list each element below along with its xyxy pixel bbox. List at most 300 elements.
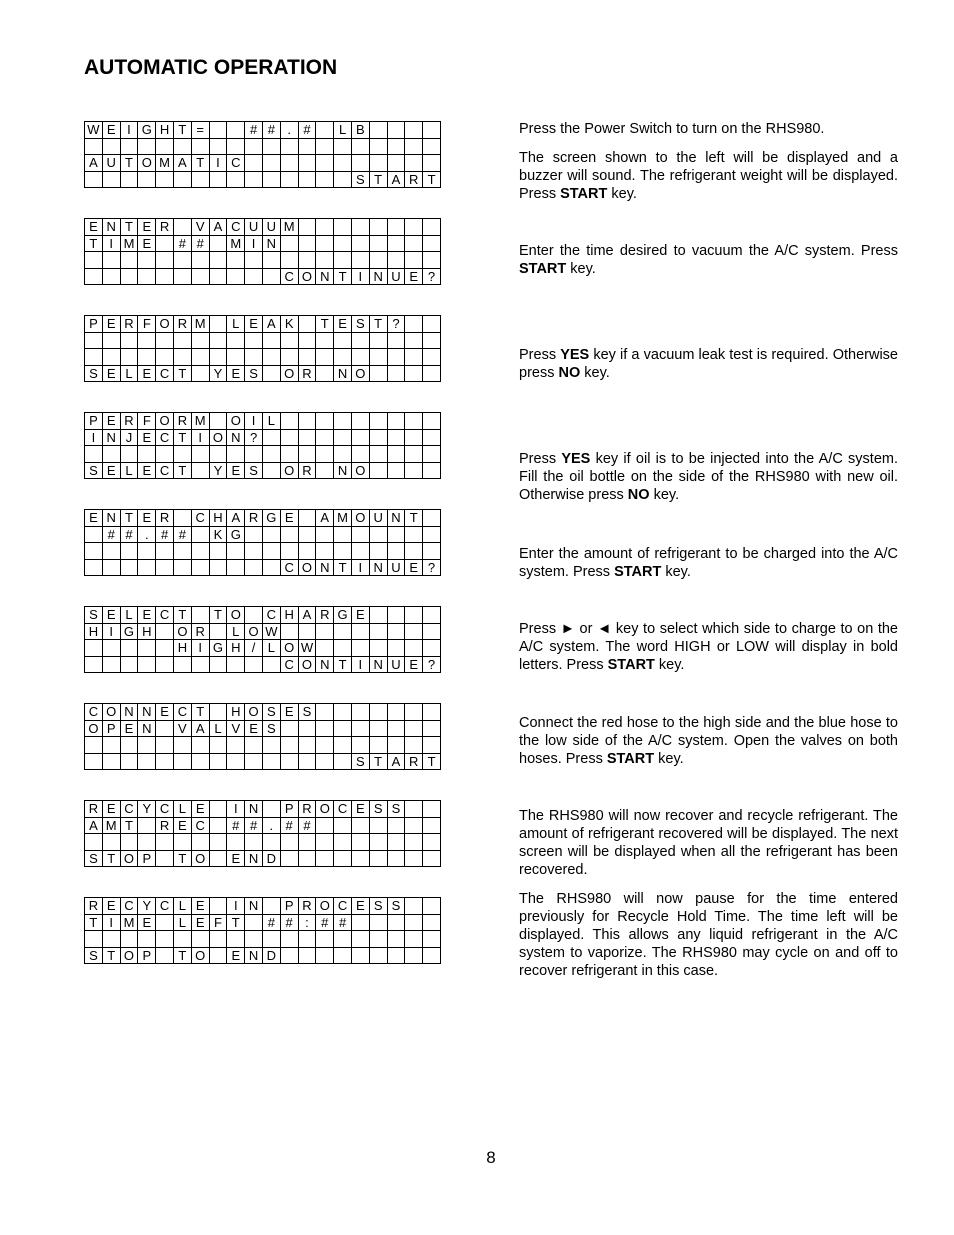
lcd-row — [85, 332, 441, 349]
lcd-cell: O — [227, 413, 245, 430]
lcd-cell — [191, 462, 209, 479]
description-text: key. — [654, 751, 684, 767]
lcd-cell — [120, 931, 138, 948]
lcd-cell — [387, 704, 405, 721]
lcd-cell — [85, 931, 103, 948]
lcd-row — [85, 607, 441, 624]
lcd-cell: I — [191, 640, 209, 657]
lcd-cell: E — [102, 898, 120, 915]
lcd-cell — [245, 446, 263, 463]
lcd-cell: L — [173, 801, 191, 818]
lcd-cell — [138, 446, 156, 463]
lcd-cell — [102, 640, 120, 657]
lcd-cell — [85, 332, 103, 349]
lcd-cell: P — [102, 720, 120, 737]
description-text: Enter the amount of refrigerant to be charged into the A/C system. Press — [519, 546, 898, 580]
lcd-cell — [334, 623, 352, 640]
lcd-cell: S — [245, 365, 263, 382]
lcd-cell: E — [280, 510, 298, 527]
lcd-cell — [191, 526, 209, 543]
lcd-cell — [262, 252, 280, 269]
lcd-cell — [138, 559, 156, 576]
lcd-cell — [334, 155, 352, 172]
lcd-cell — [245, 332, 263, 349]
lcd-cell — [334, 817, 352, 834]
lcd-cell — [423, 817, 441, 834]
lcd-cell — [387, 429, 405, 446]
lcd-cell — [262, 559, 280, 576]
lcd-cell — [334, 332, 352, 349]
lcd-cell — [423, 931, 441, 948]
lcd-cell: G — [262, 510, 280, 527]
lcd-cell — [369, 413, 387, 430]
lcd-cell: G — [209, 640, 227, 657]
lcd-cell: R — [245, 510, 263, 527]
lcd-cell — [173, 834, 191, 851]
lcd-cell — [423, 332, 441, 349]
lcd-cell — [369, 640, 387, 657]
description-paragraph — [519, 120, 898, 138]
lcd-cell: W — [262, 623, 280, 640]
lcd-cell: E — [405, 656, 423, 673]
lcd-cell: I — [102, 623, 120, 640]
description-text: key if oil is to be injected into the A/C system. Fill the oil bottle on the side of the RHS980 with new oil. Otherwise press — [519, 451, 898, 503]
lcd-cell — [156, 252, 174, 269]
lcd-cell: U — [387, 656, 405, 673]
lcd-cell: H — [173, 640, 191, 657]
lcd-row — [85, 429, 441, 446]
lcd-cell — [209, 704, 227, 721]
lcd-cell — [280, 947, 298, 964]
lcd-cell — [156, 753, 174, 770]
lcd-cell: R — [85, 898, 103, 915]
lcd-screen — [84, 121, 441, 188]
lcd-cell: A — [209, 219, 227, 236]
lcd-cell: I — [120, 122, 138, 139]
lcd-cell — [209, 834, 227, 851]
lcd-row — [85, 462, 441, 479]
lcd-cell — [369, 138, 387, 155]
lcd-cell: R — [120, 316, 138, 333]
lcd-cell — [316, 429, 334, 446]
lcd-cell — [334, 850, 352, 867]
lcd-cell: # — [245, 817, 263, 834]
lcd-cell: F — [138, 413, 156, 430]
lcd-cell: O — [298, 268, 316, 285]
lcd-cell: E — [405, 559, 423, 576]
lcd-cell — [120, 834, 138, 851]
lcd-cell: ? — [387, 316, 405, 333]
lcd-cell: K — [280, 316, 298, 333]
lcd-cell: O — [102, 704, 120, 721]
lcd-cell — [334, 349, 352, 366]
lcd-cell — [102, 171, 120, 188]
lcd-cell — [156, 171, 174, 188]
lcd-cell — [334, 704, 352, 721]
lcd-cell — [405, 462, 423, 479]
lcd-cell — [245, 914, 263, 931]
lcd-cell — [156, 850, 174, 867]
lcd-cell: O — [156, 413, 174, 430]
lcd-cell — [227, 737, 245, 754]
lcd-cell — [316, 623, 334, 640]
lcd-cell — [262, 753, 280, 770]
lcd-cell: P — [138, 850, 156, 867]
lcd-cell — [405, 640, 423, 657]
lcd-cell: N — [369, 268, 387, 285]
lcd-cell: I — [245, 235, 263, 252]
lcd-cell: D — [262, 850, 280, 867]
lcd-cell: N — [138, 720, 156, 737]
lcd-cell — [351, 704, 369, 721]
lcd-cell — [102, 138, 120, 155]
lcd-cell — [209, 252, 227, 269]
lcd-cell — [387, 834, 405, 851]
lcd-cell: R — [405, 753, 423, 770]
lcd-cell: S — [85, 462, 103, 479]
lcd-cell: T — [120, 510, 138, 527]
lcd-cell — [423, 429, 441, 446]
lcd-cell — [156, 914, 174, 931]
lcd-cell: R — [173, 316, 191, 333]
lcd-cell: T — [85, 914, 103, 931]
lcd-cell — [316, 947, 334, 964]
lcd-cell: C — [191, 510, 209, 527]
lcd-cell — [387, 607, 405, 624]
lcd-cell — [227, 122, 245, 139]
lcd-cell: O — [351, 510, 369, 527]
lcd-cell — [191, 607, 209, 624]
lcd-cell — [191, 559, 209, 576]
lcd-cell — [351, 349, 369, 366]
lcd-cell — [280, 931, 298, 948]
lcd-cell: R — [156, 817, 174, 834]
lcd-cell: C — [280, 268, 298, 285]
step-description — [519, 807, 898, 991]
lcd-cell — [423, 526, 441, 543]
lcd-row — [85, 753, 441, 770]
lcd-cell — [85, 559, 103, 576]
lcd-cell — [120, 640, 138, 657]
lcd-cell: O — [351, 462, 369, 479]
lcd-cell — [85, 640, 103, 657]
key-name: NO — [558, 365, 581, 381]
lcd-cell — [227, 252, 245, 269]
lcd-cell: T — [423, 753, 441, 770]
lcd-cell: I — [245, 413, 263, 430]
lcd-cell: L — [173, 914, 191, 931]
lcd-cell: . — [138, 526, 156, 543]
lcd-cell — [423, 947, 441, 964]
lcd-cell — [102, 332, 120, 349]
lcd-cell: L — [227, 623, 245, 640]
lcd-cell — [369, 122, 387, 139]
lcd-cell — [173, 252, 191, 269]
lcd-cell — [156, 737, 174, 754]
lcd-row — [85, 155, 441, 172]
lcd-cell — [298, 526, 316, 543]
lcd-cell — [298, 429, 316, 446]
lcd-screen — [84, 509, 441, 576]
lcd-cell — [209, 349, 227, 366]
lcd-cell — [245, 737, 263, 754]
lcd-cell — [209, 446, 227, 463]
lcd-cell — [405, 898, 423, 915]
lcd-cell — [405, 349, 423, 366]
lcd-cell: O — [245, 623, 263, 640]
lcd-cell — [280, 834, 298, 851]
lcd-cell: T — [173, 429, 191, 446]
description-text: key. — [580, 365, 610, 381]
lcd-cell — [173, 332, 191, 349]
lcd-cell — [173, 656, 191, 673]
lcd-cell — [209, 316, 227, 333]
lcd-cell: . — [280, 122, 298, 139]
lcd-cell: T — [173, 850, 191, 867]
lcd-cell: Y — [209, 365, 227, 382]
lcd-cell — [316, 720, 334, 737]
lcd-cell: M — [334, 510, 352, 527]
lcd-cell: U — [387, 559, 405, 576]
lcd-cell: S — [298, 704, 316, 721]
lcd-cell: T — [209, 607, 227, 624]
description-text: Press — [519, 451, 562, 467]
lcd-cell: . — [262, 817, 280, 834]
lcd-cell — [298, 235, 316, 252]
lcd-cell — [351, 543, 369, 560]
key-name: START — [607, 657, 655, 673]
lcd-cell — [369, 834, 387, 851]
lcd-cell — [423, 850, 441, 867]
lcd-cell: # — [156, 526, 174, 543]
lcd-cell — [351, 720, 369, 737]
lcd-cell: S — [387, 898, 405, 915]
lcd-cell — [102, 349, 120, 366]
lcd-cell: O — [351, 365, 369, 382]
lcd-cell — [387, 332, 405, 349]
lcd-cell — [369, 332, 387, 349]
lcd-cell: R — [298, 801, 316, 818]
lcd-cell — [369, 252, 387, 269]
lcd-cell — [351, 914, 369, 931]
lcd-cell: O — [227, 607, 245, 624]
lcd-cell — [85, 446, 103, 463]
lcd-cell — [405, 947, 423, 964]
lcd-cell: O — [191, 947, 209, 964]
lcd-cell: C — [334, 898, 352, 915]
description-text: Press — [519, 347, 561, 363]
lcd-cell — [262, 931, 280, 948]
lcd-cell — [316, 737, 334, 754]
lcd-cell: # — [298, 817, 316, 834]
lcd-cell — [280, 753, 298, 770]
lcd-cell — [387, 526, 405, 543]
lcd-cell — [209, 138, 227, 155]
lcd-cell — [120, 171, 138, 188]
lcd-screen — [84, 703, 441, 770]
lcd-cell: A — [227, 510, 245, 527]
lcd-cell — [138, 252, 156, 269]
lcd-row — [85, 349, 441, 366]
lcd-cell — [369, 850, 387, 867]
lcd-cell — [262, 138, 280, 155]
description-text: key. — [654, 657, 685, 673]
lcd-cell — [262, 365, 280, 382]
lcd-cell: Y — [209, 462, 227, 479]
lcd-cell — [156, 543, 174, 560]
step-description — [519, 545, 898, 592]
lcd-cell — [387, 817, 405, 834]
lcd-cell: E — [245, 720, 263, 737]
lcd-cell — [227, 834, 245, 851]
lcd-cell: N — [102, 429, 120, 446]
lcd-cell: I — [227, 801, 245, 818]
lcd-cell: # — [298, 122, 316, 139]
lcd-screen — [84, 218, 441, 285]
lcd-cell — [423, 349, 441, 366]
lcd-cell: A — [387, 753, 405, 770]
lcd-cell — [156, 349, 174, 366]
lcd-cell: E — [138, 429, 156, 446]
lcd-cell: P — [85, 413, 103, 430]
lcd-cell — [191, 737, 209, 754]
lcd-cell — [156, 623, 174, 640]
lcd-cell: H — [227, 640, 245, 657]
lcd-cell — [138, 349, 156, 366]
lcd-cell — [405, 155, 423, 172]
lcd-cell: C — [85, 704, 103, 721]
lcd-cell — [156, 446, 174, 463]
lcd-cell: E — [280, 704, 298, 721]
lcd-cell — [262, 446, 280, 463]
description-text: key if a vacuum leak test is required. Otherwise press — [519, 347, 898, 381]
lcd-cell — [405, 446, 423, 463]
lcd-cell — [227, 138, 245, 155]
lcd-cell — [423, 623, 441, 640]
description-paragraph — [519, 242, 898, 278]
lcd-cell: M — [120, 914, 138, 931]
lcd-cell: T — [173, 947, 191, 964]
step-description — [519, 120, 898, 214]
lcd-cell — [209, 947, 227, 964]
description-text: Connect the red hose to the high side and the blue hose to the low side of the A/C system. Open the valves on both hoses. Press — [519, 715, 898, 767]
lcd-cell — [351, 526, 369, 543]
lcd-cell: K — [209, 526, 227, 543]
lcd-cell — [280, 235, 298, 252]
lcd-cell: E — [138, 914, 156, 931]
lcd-cell — [262, 429, 280, 446]
lcd-cell — [316, 349, 334, 366]
lcd-cell: R — [316, 607, 334, 624]
lcd-cell — [173, 753, 191, 770]
lcd-cell — [405, 316, 423, 333]
lcd-cell — [120, 349, 138, 366]
lcd-cell — [387, 462, 405, 479]
lcd-cell — [227, 332, 245, 349]
lcd-cell — [280, 720, 298, 737]
lcd-cell — [191, 138, 209, 155]
lcd-cell — [191, 753, 209, 770]
step-description — [519, 242, 898, 289]
lcd-cell: # — [173, 235, 191, 252]
lcd-cell — [298, 252, 316, 269]
lcd-cell: E — [351, 898, 369, 915]
lcd-cell — [334, 171, 352, 188]
lcd-cell: C — [120, 898, 138, 915]
lcd-cell — [262, 155, 280, 172]
lcd-cell — [387, 914, 405, 931]
lcd-cell — [102, 268, 120, 285]
lcd-cell: A — [191, 720, 209, 737]
lcd-cell — [245, 268, 263, 285]
lcd-cell — [387, 720, 405, 737]
lcd-cell — [209, 931, 227, 948]
step-description — [519, 620, 898, 685]
lcd-cell — [156, 931, 174, 948]
lcd-cell — [156, 332, 174, 349]
lcd-cell: # — [102, 526, 120, 543]
lcd-cell — [138, 931, 156, 948]
lcd-cell: E — [405, 268, 423, 285]
lcd-cell: N — [316, 656, 334, 673]
lcd-cell — [209, 850, 227, 867]
lcd-screen — [84, 800, 441, 867]
lcd-cell: G — [120, 623, 138, 640]
lcd-cell: T — [120, 219, 138, 236]
lcd-cell — [102, 543, 120, 560]
lcd-cell: B — [351, 122, 369, 139]
lcd-cell — [387, 623, 405, 640]
lcd-cell — [138, 268, 156, 285]
lcd-row — [85, 931, 441, 948]
lcd-cell — [298, 543, 316, 560]
lcd-cell: W — [298, 640, 316, 657]
lcd-cell — [245, 526, 263, 543]
lcd-cell — [245, 607, 263, 624]
lcd-row — [85, 914, 441, 931]
lcd-cell: E — [173, 817, 191, 834]
lcd-cell — [423, 737, 441, 754]
lcd-cell — [423, 365, 441, 382]
lcd-cell: T — [316, 316, 334, 333]
lcd-cell — [156, 947, 174, 964]
lcd-row — [85, 559, 441, 576]
lcd-cell — [387, 850, 405, 867]
lcd-cell — [369, 704, 387, 721]
lcd-cell — [351, 413, 369, 430]
lcd-row — [85, 138, 441, 155]
lcd-cell — [334, 138, 352, 155]
lcd-cell: C — [227, 219, 245, 236]
lcd-cell: N — [262, 235, 280, 252]
lcd-cell: E — [334, 316, 352, 333]
lcd-cell — [191, 332, 209, 349]
lcd-cell — [85, 526, 103, 543]
lcd-cell — [120, 252, 138, 269]
lcd-row — [85, 834, 441, 851]
lcd-cell — [298, 947, 316, 964]
lcd-cell: N — [334, 462, 352, 479]
lcd-cell: R — [156, 510, 174, 527]
lcd-cell — [280, 429, 298, 446]
lcd-cell: ? — [423, 656, 441, 673]
lcd-cell — [102, 737, 120, 754]
lcd-cell — [298, 138, 316, 155]
lcd-cell: C — [156, 365, 174, 382]
lcd-cell: E — [120, 720, 138, 737]
lcd-cell: A — [387, 171, 405, 188]
lcd-cell — [351, 623, 369, 640]
